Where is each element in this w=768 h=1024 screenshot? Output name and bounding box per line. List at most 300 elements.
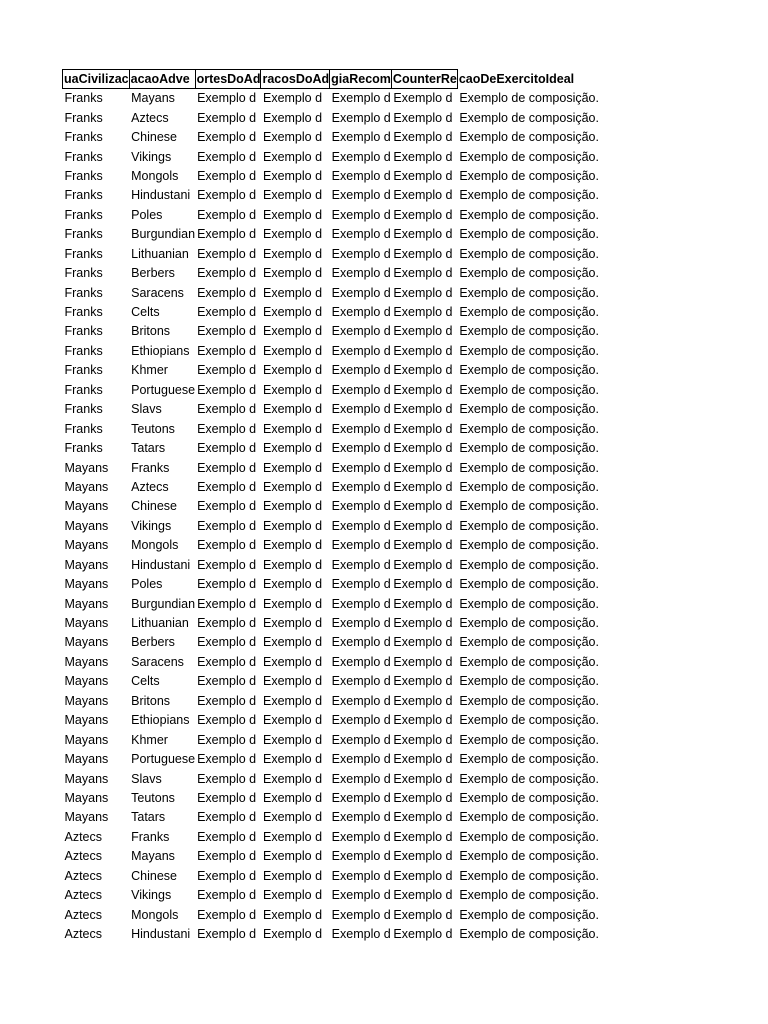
table-cell[interactable]: Exemplo de composição. — [459, 441, 599, 456]
table-cell[interactable]: Teutons — [131, 421, 175, 436]
table-cell[interactable]: Exemplo d — [393, 207, 453, 222]
table-cell[interactable]: Exemplo d — [393, 305, 453, 320]
table-cell[interactable]: Aztecs — [64, 927, 103, 942]
table-cell[interactable]: Mayans — [64, 557, 109, 572]
table-cell[interactable]: Exemplo d — [262, 888, 323, 903]
table-cell[interactable]: Exemplo d — [393, 849, 453, 864]
table-cell[interactable]: Exemplo d — [262, 149, 323, 164]
table-cell[interactable]: Chinese — [131, 868, 177, 883]
table-cell[interactable]: Franks — [64, 91, 103, 106]
table-cell[interactable]: Exemplo d — [393, 91, 453, 106]
table-cell[interactable]: Exemplo d — [262, 460, 323, 475]
table-cell[interactable]: Exemplo d — [262, 538, 323, 553]
table-cell[interactable]: Exemplo d — [197, 674, 257, 689]
table-cell[interactable]: Exemplo de composição. — [459, 596, 599, 611]
table-cell[interactable]: Exemplo d — [262, 518, 323, 533]
table-cell[interactable]: Exemplo d — [331, 305, 391, 320]
table-cell[interactable]: Exemplo d — [393, 149, 453, 164]
table-cell[interactable]: Exemplo d — [331, 246, 391, 261]
table-cell[interactable]: Exemplo d — [197, 654, 257, 669]
table-cell[interactable]: Exemplo d — [331, 168, 391, 183]
table-cell[interactable]: Exemplo de composição. — [459, 732, 599, 747]
table-cell[interactable]: Exemplo d — [331, 518, 391, 533]
table-cell[interactable]: Exemplo d — [331, 771, 391, 786]
table-cell[interactable]: Exemplo d — [197, 305, 257, 320]
table-cell[interactable]: Exemplo d — [262, 421, 323, 436]
header-cell[interactable]: ortesDoAd — [195, 70, 261, 89]
table-cell[interactable]: Exemplo d — [262, 285, 323, 300]
table-cell[interactable]: Exemplo d — [331, 343, 391, 358]
table-cell[interactable]: Exemplo d — [393, 188, 453, 203]
table-cell[interactable]: Exemplo d — [262, 266, 323, 281]
table-cell[interactable]: Exemplo d — [393, 538, 453, 553]
table-cell[interactable]: Exemplo d — [393, 421, 453, 436]
table-cell[interactable]: Exemplo d — [262, 110, 323, 125]
table-cell[interactable]: Exemplo de composição. — [459, 207, 599, 222]
table-cell[interactable]: Saracens — [131, 654, 184, 669]
table-cell[interactable]: Slavs — [131, 402, 162, 417]
table-cell[interactable]: Exemplo de composição. — [459, 868, 599, 883]
table-cell[interactable]: Portuguese — [131, 752, 196, 767]
table-cell[interactable]: Exemplo d — [393, 499, 453, 514]
table-cell[interactable]: Britons — [131, 693, 171, 708]
table-cell[interactable]: Lithuanian — [131, 246, 189, 261]
table-cell[interactable]: Exemplo d — [331, 732, 391, 747]
table-cell[interactable]: Hindustani — [131, 188, 191, 203]
table-cell[interactable]: Exemplo d — [331, 382, 391, 397]
table-cell[interactable]: Exemplo d — [331, 907, 391, 922]
table-cell[interactable]: Exemplo d — [262, 343, 323, 358]
table-cell[interactable]: Exemplo d — [197, 888, 257, 903]
table-cell[interactable]: Exemplo d — [262, 868, 323, 883]
table-cell[interactable]: Exemplo d — [262, 829, 323, 844]
table-cell[interactable]: Exemplo d — [262, 752, 323, 767]
table-cell[interactable]: Exemplo d — [197, 538, 257, 553]
table-cell[interactable]: Celts — [131, 305, 160, 320]
table-cell[interactable]: Exemplo d — [262, 693, 323, 708]
table-cell[interactable]: Celts — [131, 674, 160, 689]
table-cell[interactable]: Exemplo d — [393, 616, 453, 631]
table-cell[interactable]: Exemplo d — [262, 635, 323, 650]
header-cell[interactable]: giaRecom — [330, 70, 392, 89]
table-cell[interactable]: Exemplo d — [331, 596, 391, 611]
table-cell[interactable]: Exemplo d — [197, 168, 257, 183]
table-cell[interactable]: Exemplo d — [393, 343, 453, 358]
table-cell[interactable]: Exemplo d — [262, 907, 323, 922]
table-cell[interactable]: Exemplo d — [331, 713, 391, 728]
table-cell[interactable]: Exemplo d — [197, 907, 257, 922]
table-cell[interactable]: Exemplo d — [331, 616, 391, 631]
table-cell[interactable]: Aztecs — [64, 907, 103, 922]
table-cell[interactable]: Mayans — [64, 771, 109, 786]
table-cell[interactable]: Britons — [131, 324, 171, 339]
table-cell[interactable]: Exemplo de composição. — [459, 829, 599, 844]
table-cell[interactable]: Exemplo de composição. — [459, 324, 599, 339]
table-cell[interactable]: Exemplo de composição. — [459, 499, 599, 514]
table-cell[interactable]: Exemplo d — [331, 810, 391, 825]
table-cell[interactable]: Exemplo d — [262, 596, 323, 611]
table-cell[interactable]: Franks — [64, 246, 103, 261]
table-cell[interactable]: Exemplo d — [331, 557, 391, 572]
table-cell[interactable]: Exemplo d — [197, 227, 257, 242]
table-cell[interactable]: Exemplo d — [393, 460, 453, 475]
table-cell[interactable]: Exemplo d — [197, 849, 257, 864]
table-cell[interactable]: Mongols — [131, 168, 179, 183]
table-cell[interactable]: Berbers — [131, 635, 175, 650]
table-cell[interactable]: Franks — [131, 829, 170, 844]
table-cell[interactable]: Aztecs — [64, 849, 103, 864]
table-cell[interactable]: Exemplo d — [197, 441, 257, 456]
table-cell[interactable]: Exemplo d — [393, 577, 453, 592]
table-cell[interactable]: Exemplo de composição. — [459, 421, 599, 436]
table-cell[interactable]: Exemplo d — [197, 927, 257, 942]
table-cell[interactable]: Franks — [64, 363, 103, 378]
table-cell[interactable]: Exemplo d — [393, 752, 453, 767]
table-cell[interactable]: Exemplo d — [393, 382, 453, 397]
table-cell[interactable]: Exemplo de composição. — [459, 771, 599, 786]
table-cell[interactable]: Exemplo d — [393, 810, 453, 825]
table-cell[interactable]: Saracens — [131, 285, 184, 300]
table-cell[interactable]: Exemplo d — [393, 479, 453, 494]
table-cell[interactable]: Exemplo d — [262, 363, 323, 378]
table-cell[interactable]: Mayans — [64, 713, 109, 728]
table-cell[interactable]: Exemplo d — [393, 246, 453, 261]
header-cell[interactable]: uaCivilizac — [63, 70, 130, 89]
table-cell[interactable]: Franks — [64, 110, 103, 125]
table-cell[interactable]: Exemplo de composição. — [459, 343, 599, 358]
table-cell[interactable]: Exemplo d — [197, 693, 257, 708]
table-cell[interactable]: Mayans — [64, 654, 109, 669]
table-cell[interactable]: Hindustani — [131, 557, 191, 572]
table-cell[interactable]: Franks — [64, 130, 103, 145]
table-cell[interactable]: Franks — [64, 324, 103, 339]
table-cell[interactable]: Exemplo d — [331, 363, 391, 378]
table-cell[interactable]: Exemplo d — [197, 266, 257, 281]
table-cell[interactable]: Exemplo d — [393, 732, 453, 747]
header-cell[interactable]: racosDoAd — [261, 70, 330, 89]
table-cell[interactable]: Exemplo d — [197, 130, 257, 145]
table-cell[interactable]: Franks — [64, 266, 103, 281]
table-cell[interactable]: Khmer — [131, 732, 168, 747]
table-cell[interactable]: Exemplo d — [197, 790, 257, 805]
table-cell[interactable]: Mongols — [131, 907, 179, 922]
table-cell[interactable]: Exemplo de composição. — [459, 246, 599, 261]
table-cell[interactable]: Mayans — [131, 849, 175, 864]
table-cell[interactable]: Chinese — [131, 499, 177, 514]
table-cell[interactable]: Exemplo de composição. — [459, 363, 599, 378]
table-cell[interactable]: Exemplo d — [393, 110, 453, 125]
table-cell[interactable]: Exemplo d — [393, 227, 453, 242]
table-cell[interactable]: Exemplo d — [331, 207, 391, 222]
table-cell[interactable]: Burgundian — [131, 596, 196, 611]
table-cell[interactable]: Exemplo d — [393, 693, 453, 708]
table-cell[interactable]: Exemplo de composição. — [459, 888, 599, 903]
table-cell[interactable]: Exemplo d — [197, 324, 257, 339]
table-cell[interactable]: Franks — [64, 382, 103, 397]
table-cell[interactable]: Exemplo d — [393, 285, 453, 300]
table-cell[interactable]: Exemplo de composição. — [459, 557, 599, 572]
table-cell[interactable]: Khmer — [131, 363, 168, 378]
table-cell[interactable]: Exemplo d — [393, 402, 453, 417]
table-cell[interactable]: Exemplo d — [197, 635, 257, 650]
table-cell[interactable]: Exemplo d — [197, 752, 257, 767]
table-cell[interactable]: Mongols — [131, 538, 179, 553]
table-cell[interactable]: Mayans — [64, 538, 109, 553]
header-cell[interactable]: CounterRe — [391, 70, 457, 89]
table-cell[interactable]: Mayans — [64, 674, 109, 689]
table-cell[interactable]: Exemplo de composição. — [459, 927, 599, 942]
table-cell[interactable]: Mayans — [131, 91, 175, 106]
table-cell[interactable]: Exemplo de composição. — [459, 907, 599, 922]
table-cell[interactable]: Exemplo d — [393, 363, 453, 378]
table-cell[interactable]: Poles — [131, 577, 163, 592]
table-cell[interactable]: Exemplo d — [331, 927, 391, 942]
table-cell[interactable]: Exemplo d — [331, 402, 391, 417]
table-cell[interactable]: Poles — [131, 207, 163, 222]
table-cell[interactable]: Exemplo d — [393, 441, 453, 456]
table-cell[interactable]: Exemplo d — [393, 596, 453, 611]
table-cell[interactable]: Exemplo d — [197, 421, 257, 436]
table-cell[interactable]: Mayans — [64, 616, 109, 631]
table-cell[interactable]: Exemplo d — [393, 654, 453, 669]
table-cell[interactable]: Exemplo d — [393, 888, 453, 903]
table-cell[interactable]: Exemplo d — [331, 674, 391, 689]
table-cell[interactable]: Franks — [64, 207, 103, 222]
table-cell[interactable]: Exemplo d — [331, 441, 391, 456]
table-cell[interactable]: Exemplo de composição. — [459, 538, 599, 553]
table-cell[interactable]: Exemplo d — [331, 868, 391, 883]
table-cell[interactable]: Exemplo de composição. — [459, 460, 599, 475]
table-cell[interactable]: Exemplo d — [262, 168, 323, 183]
table-cell[interactable]: Exemplo d — [197, 207, 257, 222]
table-cell[interactable]: Exemplo d — [262, 577, 323, 592]
table-cell[interactable]: Franks — [131, 460, 170, 475]
table-cell[interactable]: Exemplo d — [331, 460, 391, 475]
table-cell[interactable]: Lithuanian — [131, 616, 189, 631]
table-cell[interactable]: Exemplo d — [331, 266, 391, 281]
table-cell[interactable]: Mayans — [64, 635, 109, 650]
table-cell[interactable]: Exemplo d — [262, 849, 323, 864]
table-cell[interactable]: Exemplo d — [331, 499, 391, 514]
table-cell[interactable]: Exemplo de composição. — [459, 168, 599, 183]
table-cell[interactable]: Exemplo d — [197, 810, 257, 825]
table-cell[interactable]: Exemplo d — [262, 616, 323, 631]
table-cell[interactable]: Exemplo d — [331, 538, 391, 553]
table-cell[interactable]: Exemplo d — [331, 849, 391, 864]
table-cell[interactable]: Exemplo d — [197, 363, 257, 378]
table-cell[interactable]: Exemplo d — [197, 771, 257, 786]
table-cell[interactable]: Exemplo de composição. — [459, 577, 599, 592]
table-cell[interactable]: Aztecs — [64, 829, 103, 844]
table-cell[interactable]: Exemplo d — [262, 402, 323, 417]
table-cell[interactable]: Exemplo de composição. — [459, 616, 599, 631]
table-cell[interactable]: Exemplo d — [331, 285, 391, 300]
table-cell[interactable]: Exemplo d — [262, 499, 323, 514]
table-cell[interactable]: Mayans — [64, 732, 109, 747]
table-cell[interactable]: Exemplo de composição. — [459, 110, 599, 125]
table-cell[interactable]: Exemplo d — [331, 790, 391, 805]
table-cell[interactable]: Exemplo d — [262, 674, 323, 689]
table-cell[interactable]: Exemplo de composição. — [459, 752, 599, 767]
table-cell[interactable]: Franks — [64, 227, 103, 242]
table-cell[interactable]: Mayans — [64, 752, 109, 767]
table-cell[interactable]: Exemplo d — [331, 829, 391, 844]
table-cell[interactable]: Exemplo d — [262, 207, 323, 222]
table-cell[interactable]: Exemplo d — [393, 635, 453, 650]
table-cell[interactable]: Exemplo d — [262, 790, 323, 805]
table-cell[interactable]: Exemplo d — [197, 382, 257, 397]
table-cell[interactable]: Exemplo d — [331, 577, 391, 592]
table-cell[interactable]: Exemplo d — [393, 518, 453, 533]
table-cell[interactable]: Exemplo d — [393, 324, 453, 339]
table-cell[interactable]: Exemplo d — [262, 479, 323, 494]
table-cell[interactable]: Franks — [64, 168, 103, 183]
table-cell[interactable]: Aztecs — [64, 868, 103, 883]
table-cell[interactable]: Tatars — [131, 810, 166, 825]
table-cell[interactable]: Exemplo d — [393, 266, 453, 281]
table-cell[interactable]: Chinese — [131, 130, 177, 145]
table-cell[interactable]: Exemplo d — [262, 732, 323, 747]
table-cell[interactable]: Exemplo de composição. — [459, 149, 599, 164]
table-cell[interactable]: Exemplo d — [331, 130, 391, 145]
table-cell[interactable]: Exemplo d — [262, 654, 323, 669]
table-cell[interactable]: Portuguese — [131, 382, 196, 397]
table-cell[interactable]: Franks — [64, 149, 103, 164]
table-cell[interactable]: Exemplo d — [393, 130, 453, 145]
table-cell[interactable]: Franks — [64, 305, 103, 320]
table-cell[interactable]: Exemplo d — [393, 829, 453, 844]
table-cell[interactable]: Exemplo d — [262, 305, 323, 320]
table-cell[interactable]: Exemplo d — [197, 460, 257, 475]
table-cell[interactable]: Vikings — [131, 888, 172, 903]
header-cell[interactable]: acaoAdve — [129, 70, 195, 89]
table-cell[interactable]: Ethiopians — [131, 343, 190, 358]
table-cell[interactable]: Exemplo de composição. — [459, 90, 599, 105]
header-cell[interactable]: caoDeExercitoIdeal — [458, 71, 575, 86]
table-cell[interactable]: Mayans — [64, 790, 109, 805]
table-cell[interactable]: Exemplo d — [393, 868, 453, 883]
table-cell[interactable]: Exemplo d — [393, 790, 453, 805]
table-cell[interactable]: Exemplo d — [331, 324, 391, 339]
table-cell[interactable]: Exemplo d — [197, 577, 257, 592]
table-cell[interactable]: Mayans — [64, 518, 109, 533]
table-cell[interactable]: Mayans — [64, 810, 109, 825]
table-cell[interactable]: Exemplo d — [393, 168, 453, 183]
table-cell[interactable]: Mayans — [64, 577, 109, 592]
table-cell[interactable]: Exemplo d — [262, 188, 323, 203]
table-cell[interactable]: Exemplo de composição. — [459, 713, 599, 728]
table-cell[interactable]: Exemplo d — [262, 91, 323, 106]
table-cell[interactable]: Vikings — [131, 149, 172, 164]
table-cell[interactable]: Exemplo d — [197, 732, 257, 747]
table-cell[interactable]: Exemplo d — [393, 713, 453, 728]
table-cell[interactable]: Exemplo d — [331, 188, 391, 203]
table-cell[interactable]: Exemplo d — [393, 907, 453, 922]
table-cell[interactable]: Exemplo de composição. — [459, 635, 599, 650]
table-cell[interactable]: Exemplo d — [197, 110, 257, 125]
table-cell[interactable]: Exemplo d — [197, 479, 257, 494]
table-cell[interactable]: Franks — [64, 421, 103, 436]
table-cell[interactable]: Exemplo de composição. — [459, 402, 599, 417]
table-cell[interactable]: Slavs — [131, 771, 162, 786]
table-cell[interactable]: Exemplo d — [393, 557, 453, 572]
table-cell[interactable]: Exemplo d — [197, 713, 257, 728]
table-cell[interactable]: Exemplo d — [197, 596, 257, 611]
table-cell[interactable]: Ethiopians — [131, 713, 190, 728]
table-cell[interactable]: Exemplo d — [197, 285, 257, 300]
table-cell[interactable]: Exemplo de composição. — [459, 654, 599, 669]
table-cell[interactable]: Franks — [64, 285, 103, 300]
table-cell[interactable]: Exemplo d — [197, 149, 257, 164]
table-cell[interactable]: Exemplo d — [331, 888, 391, 903]
table-cell[interactable]: Exemplo d — [262, 441, 323, 456]
table-cell[interactable]: Exemplo de composição. — [459, 285, 599, 300]
table-cell[interactable]: Exemplo d — [197, 499, 257, 514]
table-cell[interactable]: Exemplo d — [393, 674, 453, 689]
table-cell[interactable]: Franks — [64, 188, 103, 203]
table-cell[interactable]: Exemplo de composição. — [459, 266, 599, 281]
table-cell[interactable]: Hindustani — [131, 927, 191, 942]
table-cell[interactable]: Exemplo d — [331, 479, 391, 494]
table-cell[interactable]: Exemplo d — [197, 518, 257, 533]
table-cell[interactable]: Exemplo d — [262, 227, 323, 242]
table-cell[interactable]: Mayans — [64, 596, 109, 611]
table-cell[interactable]: Exemplo de composição. — [459, 479, 599, 494]
table-cell[interactable]: Burgundian — [131, 227, 196, 242]
table-cell[interactable]: Exemplo d — [262, 713, 323, 728]
table-cell[interactable]: Exemplo d — [331, 654, 391, 669]
table-cell[interactable]: Exemplo d — [262, 927, 323, 942]
table-cell[interactable]: Exemplo d — [197, 557, 257, 572]
table-cell[interactable]: Berbers — [131, 266, 175, 281]
table-cell[interactable]: Exemplo d — [197, 868, 257, 883]
table-cell[interactable]: Exemplo de composição. — [459, 188, 599, 203]
table-cell[interactable]: Exemplo d — [197, 343, 257, 358]
table-cell[interactable]: Exemplo d — [197, 402, 257, 417]
table-cell[interactable]: Franks — [64, 402, 103, 417]
table-cell[interactable]: Aztecs — [64, 888, 103, 903]
table-cell[interactable]: Exemplo d — [262, 771, 323, 786]
table-cell[interactable]: Aztecs — [131, 110, 169, 125]
table-cell[interactable]: Franks — [64, 343, 103, 358]
table-cell[interactable]: Exemplo de composição. — [459, 518, 599, 533]
table-cell[interactable]: Exemplo d — [393, 771, 453, 786]
table-cell[interactable]: Exemplo d — [393, 927, 453, 942]
table-cell[interactable]: Exemplo de composição. — [459, 810, 599, 825]
table-cell[interactable]: Exemplo de composição. — [459, 693, 599, 708]
table-cell[interactable]: Exemplo de composição. — [459, 674, 599, 689]
table-cell[interactable]: Exemplo d — [197, 188, 257, 203]
table-cell[interactable]: Exemplo d — [262, 557, 323, 572]
table-cell[interactable]: Exemplo d — [197, 616, 257, 631]
table-cell[interactable]: Exemplo d — [331, 635, 391, 650]
table-cell[interactable]: Exemplo d — [331, 693, 391, 708]
table-cell[interactable]: Mayans — [64, 499, 109, 514]
table-cell[interactable]: Exemplo d — [197, 829, 257, 844]
table-cell[interactable]: Exemplo d — [197, 91, 257, 106]
table-cell[interactable]: Exemplo d — [262, 382, 323, 397]
table-cell[interactable]: Exemplo d — [262, 130, 323, 145]
table-cell[interactable]: Exemplo de composição. — [459, 790, 599, 805]
table-cell[interactable]: Tatars — [131, 441, 166, 456]
table-cell[interactable]: Mayans — [64, 693, 109, 708]
table-cell[interactable]: Vikings — [131, 518, 172, 533]
table-cell[interactable]: Mayans — [64, 460, 109, 475]
table-cell[interactable]: Exemplo d — [262, 810, 323, 825]
table-cell[interactable]: Exemplo d — [331, 421, 391, 436]
table-cell[interactable]: Exemplo d — [197, 246, 257, 261]
table-cell[interactable]: Mayans — [64, 479, 109, 494]
